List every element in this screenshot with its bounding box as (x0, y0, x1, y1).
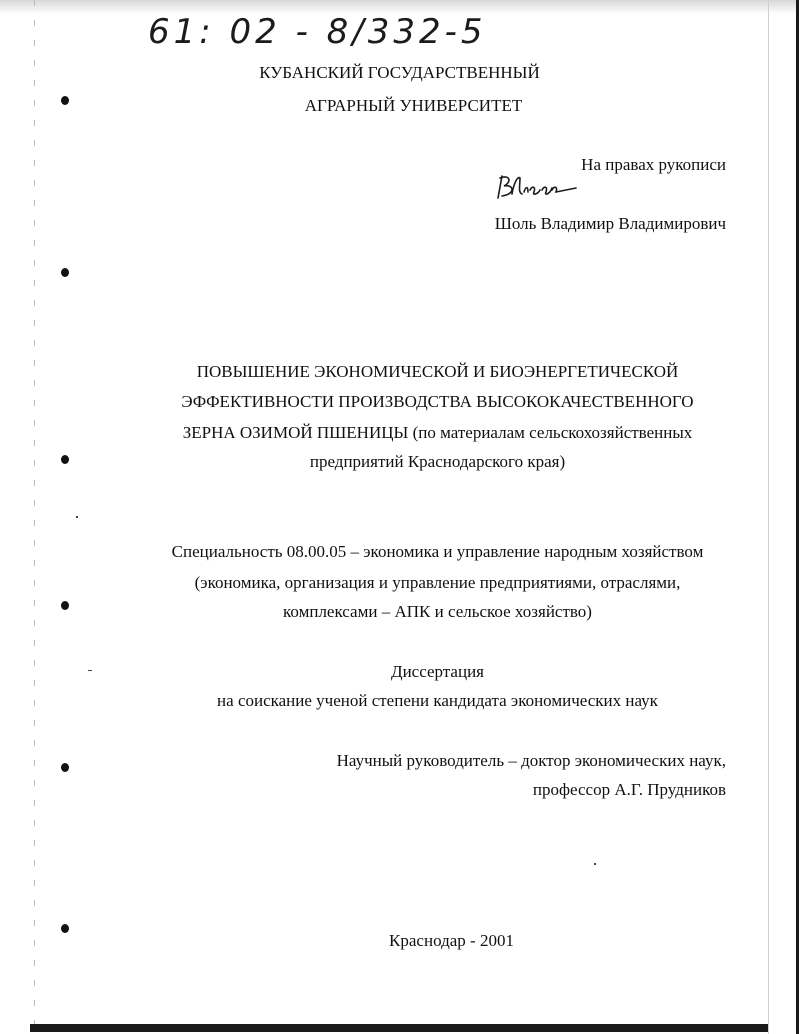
scan-right-inner-line (768, 0, 769, 1034)
title-line1: ПОВЫШЕНИЕ ЭКОНОМИЧЕСКОЙ И БИОЭНЕРГЕТИЧЕСКОЙ (196, 362, 679, 381)
archive-code-handwritten: 61: 02 - 8/332-5 (148, 12, 487, 52)
rights-note: На правах рукописи (581, 155, 726, 174)
title-line3 (38, 423, 799, 443)
place-year: Краснодар - 2001 (389, 931, 514, 950)
author-signature (492, 172, 582, 204)
binding-hole (61, 268, 69, 277)
supervisor-line2: профессор А.Г. Прудников (532, 780, 726, 799)
binding-hole (61, 763, 69, 772)
title-line3-rest: (по материалам сельскохозяйственных (408, 423, 693, 442)
scan-left-edge (34, 0, 35, 1034)
university-name-line2: АГРАРНЫЙ УНИВЕРСИТЕТ (304, 96, 523, 115)
specialty-line1: Специальность 08.00.05 – экономика и управление народным хозяйством (171, 542, 704, 561)
title-line2: ЭФФЕКТИВНОСТИ ПРОИЗВОДСТВА ВЫСОКОКАЧЕСТВЕННОГО (181, 392, 694, 411)
author-name: Шоль Владимир Владимирович (494, 214, 726, 233)
specialty-line3: комплексами – АПК и сельское хозяйство) (283, 602, 592, 621)
title-line4: предприятий Краснодарского края) (309, 452, 566, 471)
university-name-line1: КУБАНСКИЙ ГОСУДАРСТВЕННЫЙ (259, 63, 540, 82)
dissertation-degree: на соискание ученой степени кандидата экономических наук (217, 691, 658, 710)
specialty-line2: (экономика, организация и управление предприятиями, отраслями, (194, 573, 681, 592)
scan-speck (76, 516, 78, 518)
scan-bottom-edge (30, 1024, 768, 1032)
title-line3-caps: ЗЕРНА ОЗИМОЙ ПШЕНИЦЫ (182, 423, 409, 442)
scan-speck (594, 863, 596, 865)
dissertation-label: Диссертация (390, 662, 484, 681)
supervisor-line1: Научный руководитель – доктор экономических наук, (336, 751, 726, 770)
